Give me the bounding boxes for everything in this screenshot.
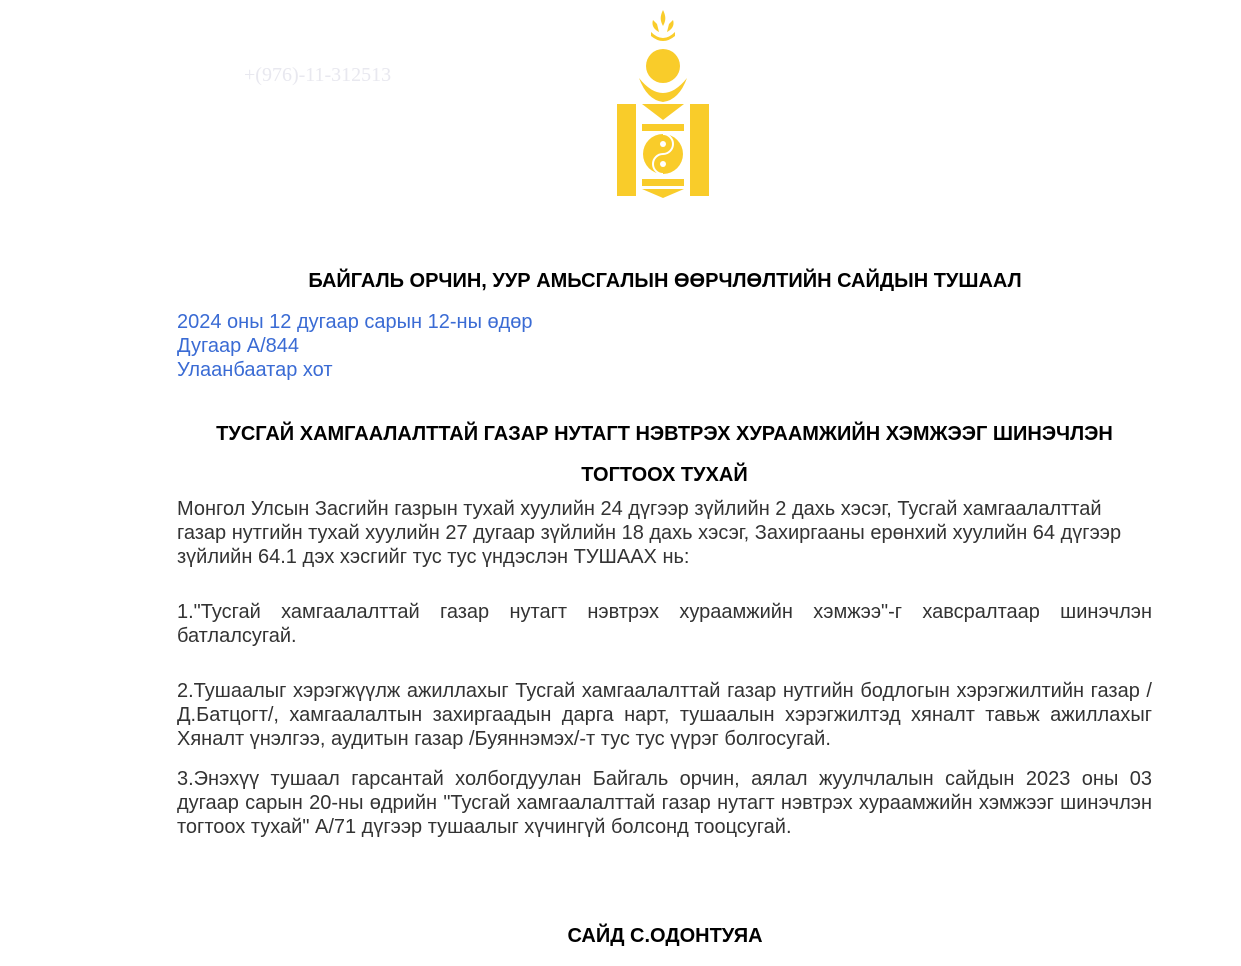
document-meta: [177, 310, 533, 382]
order-title: [177, 414, 1152, 496]
phone-number: +(976)-11-312513: [244, 64, 392, 86]
soyombo-emblem-icon: [615, 8, 711, 198]
preamble-paragraph: Монгол Улсын Засгийн газрын тухай хуулийн 24 дүгээр зүйлийн 2 дахь хэсэг, Тусгай хамгаалалттай газар нутгийн тухай хуулийн 27 дугаар зүйлийн 18 дахь хэсэг, Захиргааны ерөнхий хуулийн 64 дүгээр зүйлийн 64.1 дэх хэсгийг тус тус үндэслэн ТУШААХ нь:: [177, 498, 1122, 568]
ministry-title: БАЙГАЛЬ ОРЧИН, УУР АМЬСГАЛЫН ӨӨРЧЛӨЛТИЙН САЙДЫН ТУШААЛ: [308, 270, 1022, 292]
order-title-line2: ТОГТООХ ТУХАЙ: [581, 464, 748, 486]
clause-2-paragraph: 2.Тушаалыг хэрэгжүүлж ажиллахыг Тусгай хамгаалалттай газар нутгийн бодлогын хэрэгжилтийн газар /Д.Батцогт/, хамгаалалтын захиргаадын дарга нарт, тушаалын хэрэгжилтэд хяналт тавьж ажиллахыг Хяналт үнэлгээ, аудитын газар /Буяннэмэх/-т тус тус үүрэг болгосугай.: [177, 680, 1152, 750]
order-city: Улаанбаатар хот: [177, 359, 333, 381]
signature: САЙД С.ОДОНТУЯА: [567, 925, 763, 947]
order-number: Дугаар А/844: [177, 335, 300, 357]
order-title-line1: ТУСГАЙ ХАМГААЛАЛТТАЙ ГАЗАР НУТАГТ НЭВТРЭХ ХУРААМЖИЙН ХЭМЖЭЭГ ШИНЭЧЛЭН: [216, 423, 1113, 445]
clause-1-paragraph: 1."Тусгай хамгаалалттай газар нутагт нэвтрэх хураамжийн хэмжээ"-г хавсралтаар шинэчлэн батлалсугай.: [177, 601, 1152, 647]
clause-3-paragraph: 3.Энэхүү тушаал гарсантай холбогдуулан Байгаль орчин, аялал жуулчлалын сайдын 2023 оны 03 дугаар сарын 20-ны өдрийн "Тусгай хамгаалалттай газар нутагт нэвтрэх хураамжийн хэмжээг шинэчлэн тогтоох тухай" А/71 дүгээр тушаалыг хүчингүй болсонд тооцсугай.: [177, 768, 1152, 838]
order-date: 2024 оны 12 дугаар сарын 12-ны өдөр: [177, 311, 533, 333]
